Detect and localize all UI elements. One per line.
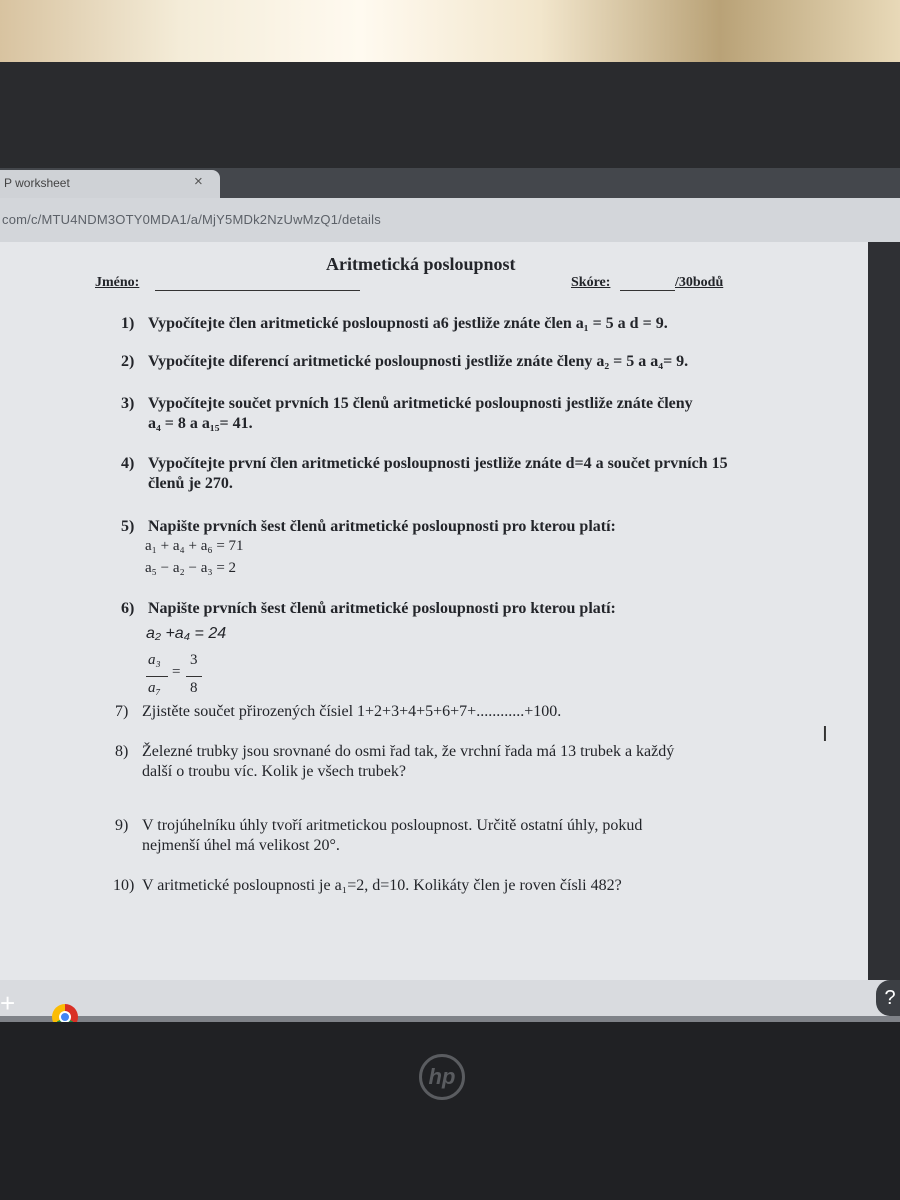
equation: a₂ +a₄ = 24 — [146, 625, 227, 642]
question-text: Vypočítejte první člen aritmetické posloupnosti jestliže znáte d=4 a součet prvních 15 — [148, 455, 728, 472]
worksheet — [0, 242, 868, 980]
fraction-bar — [146, 676, 168, 677]
scrollbar[interactable] — [868, 242, 900, 980]
laptop-bezel-bottom — [0, 1022, 900, 1200]
close-icon[interactable]: × — [194, 173, 203, 190]
question-text-continued: a₄ = 8 a a₁₅= 41. — [148, 415, 253, 432]
name-label: Jméno: — [95, 275, 140, 290]
fraction-denominator: a₇ — [148, 680, 161, 696]
browser-tab[interactable] — [0, 170, 220, 198]
fraction-bar — [186, 676, 202, 677]
fraction-right-numerator: 3 — [190, 652, 198, 668]
question-text: Zjistěte součet přirozených čísiel 1+2+3+4+5+6+7+............+100. — [142, 703, 562, 720]
question-text-continued: nejmenší úhel má velikost 20°. — [142, 837, 340, 854]
question-text: Železné trubky jsou srovnané do osmi řad tak, že vrchní řada má 13 trubek a každý — [142, 743, 675, 760]
name-line — [155, 290, 360, 291]
question-text: Vypočítejte diferencí aritmetické posloupnosti jestliže znáte členy a₂ = 5 a a₄= 9. — [148, 353, 689, 370]
browser-tab-bar — [0, 168, 900, 198]
question-text-continued: členů je 270. — [148, 475, 233, 492]
fraction-equals: = — [172, 664, 181, 680]
tab-title: P worksheet — [4, 176, 70, 190]
question-text: Vypočítejte člen aritmetické posloupnosti a6 jestliže znáte člen a₁ = 5 a d = 9. — [148, 315, 668, 332]
url-text[interactable]: com/c/MTU4NDM3OTY0MDA1/a/MjY5MDk2NzUwMzQ1/details — [2, 212, 381, 227]
equation: a₁ + a₄ + a₆ = 71 — [145, 538, 244, 554]
question-text-continued: další o troubu víc. Kolik je všech trubek? — [142, 763, 406, 780]
question-number: 3) — [121, 395, 135, 412]
question-number: 10) — [113, 877, 135, 894]
question-number: 2) — [121, 353, 135, 370]
text-cursor-icon: I — [822, 722, 828, 746]
address-bar[interactable] — [0, 198, 900, 242]
equation: a₅ − a₂ − a₃ = 2 — [145, 560, 237, 576]
worksheet-title: Aritmetická posloupnost — [326, 254, 516, 274]
document-viewer — [0, 242, 868, 980]
fraction-equation — [146, 652, 216, 702]
question-text: Napište prvních šest členů aritmetické posloupnosti pro kterou platí: — [148, 518, 616, 535]
hp-logo: hp — [419, 1054, 465, 1100]
help-button[interactable]: ? — [876, 980, 900, 1016]
score-line — [620, 290, 675, 291]
score-total: /30bodů — [675, 275, 724, 290]
fraction-right-denominator: 8 — [190, 680, 198, 696]
question-number: 7) — [115, 703, 129, 720]
launcher-button[interactable]: + — [0, 988, 16, 1018]
question-number: 1) — [121, 315, 135, 332]
question-number: 8) — [115, 743, 129, 760]
question-number: 9) — [115, 817, 129, 834]
question-number: 5) — [121, 518, 135, 535]
question-text: Vypočítejte součet prvních 15 členů aritmetické posloupnosti jestliže znáte členy — [148, 395, 693, 412]
question-number: 4) — [121, 455, 135, 472]
fraction-numerator: a₃ — [148, 652, 161, 668]
score-label: Skóre: — [571, 275, 611, 290]
question-number: 6) — [121, 600, 135, 617]
question-text: V trojúhelníku úhly tvoří aritmetickou posloupnost. Určitě ostatní úhly, pokud — [142, 817, 643, 834]
monitor-bezel-top — [0, 62, 900, 172]
question-text: Napište prvních šest členů aritmetické posloupnosti pro kterou platí: — [148, 600, 616, 617]
question-text: V aritmetické posloupnosti je a₁=2, d=10. Kolikáty člen je roven čísli 482? — [142, 877, 622, 894]
